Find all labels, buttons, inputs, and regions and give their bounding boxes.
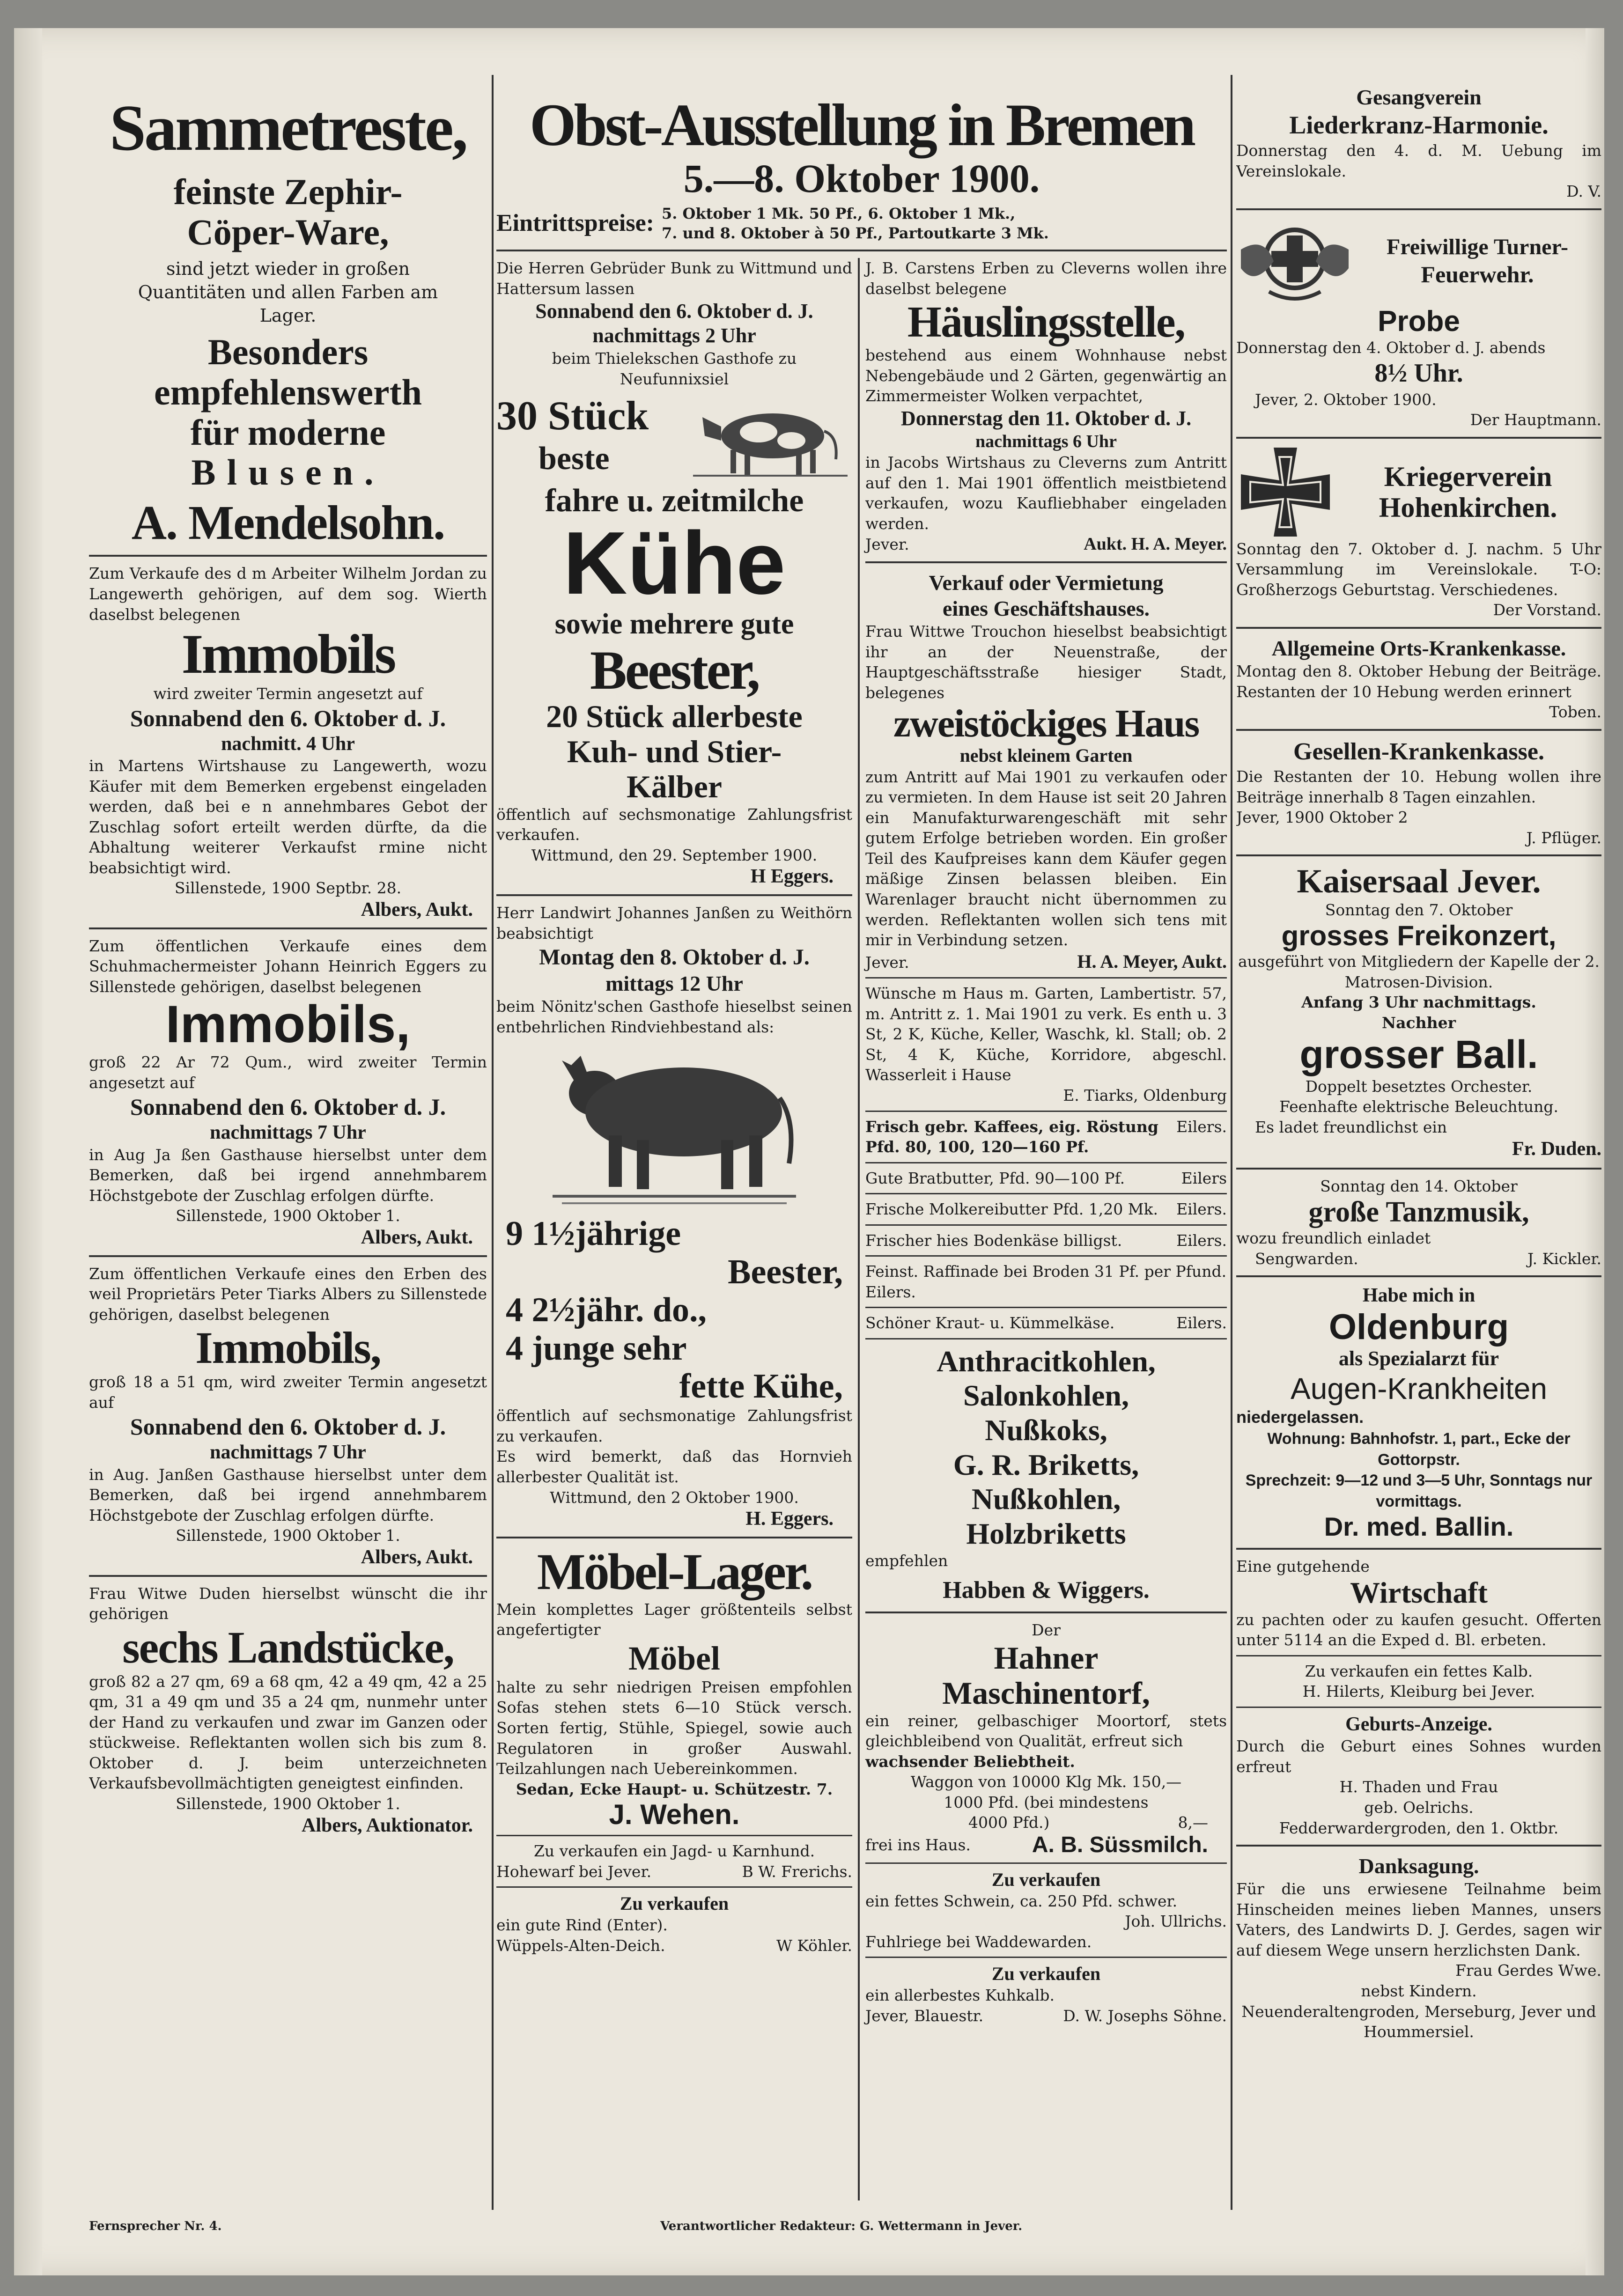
ad-item: 9 1½jährige [506,1214,681,1253]
ad-place: Jever, 2. Oktober 1900. [1255,390,1437,409]
ad-signature: A. B. Süssmilch. [1032,1832,1208,1857]
ad-title: Probe [1378,305,1460,338]
ad-signature: E. Tiarks, Oldenburg [1063,1086,1227,1104]
ad-signature: J. Pflüger. [1526,828,1601,847]
ad-text: wird zweiter Termin angesetzt auf [153,684,423,703]
footer-editor: Verantwortlicher Redakteur: G. Wettermann in Jever. [660,2219,1023,2233]
ad-line: Holzbriketts [966,1516,1126,1550]
ad-price: 8,— [1178,1813,1208,1832]
ad-text: in Jacobs Wirtshaus zu Cleverns zum Antritt auf den 1. Mai 1901 öffentlich meistbietend verkaufen, wozu Kaufliebhaber eingeladen werden. [865,453,1227,533]
ad-gesangverein [1236,84,1601,202]
ad-kaffee [865,1117,1227,1157]
ad-text: bestehend aus einem Wohnhause nebst Nebengebäude und 2 Gärten, gegenwärtig an Zimmermeister Wolken verpachtet, [865,346,1227,405]
subcolumn-rule [858,258,860,2200]
ad-text: in Aug. Janßen Gasthause hierselbst unter dem Bemerken, daß bei irgend annehmbarem Höchstgebote der Zuschlag erfolgen dürfte. [89,1465,487,1524]
ad-signature: H. Hilerts, Kleiburg bei Jever. [1302,1682,1535,1701]
ad-date: Sonnabend den 6. Oktober d. J. [535,299,813,323]
ad-text: Die Restanten der 10. Hebung wollen ihre Beiträge innerhalb 8 Tagen einzahlen. [1236,767,1601,806]
divider [865,1612,1227,1613]
ad-text: Nachher [1381,1013,1456,1032]
ad-text: Herr Landwirt Johannes Janßen zu Weithörn beabsichtigt [496,904,852,942]
ad-signature: Eilers. [865,1282,916,1301]
ad-line: Salonkohlen, [963,1379,1129,1413]
ad-price: 4000 Pfd.) [968,1813,1050,1832]
ad-title: Häuslingsstelle, [907,297,1185,346]
divider [1236,1655,1601,1656]
ad-text: wachsender Beliebtheit. [865,1752,1075,1771]
ad-text: als Spezialarzt für [1338,1347,1499,1370]
divider [865,1862,1227,1864]
ad-maschinentorf [865,1620,1227,1857]
ad-kohlen [865,1344,1227,1605]
divider [865,1111,1227,1112]
ad-name: Frau Gerdes Wwe. [1455,1961,1601,1980]
divider [1236,208,1601,210]
ad-signature: B W. Frerichs. [742,1862,852,1881]
divider [496,1886,852,1888]
divider [1236,1707,1601,1708]
ad-text: Sprechzeit: 9—12 und 3—5 Uhr, Sonntags nur vormittags. [1245,1472,1593,1511]
ad-line: feinste Zephir- [173,171,403,212]
ad-raffinade [865,1261,1227,1302]
ad-text: Wünsche m Haus m. Garten, Lambertistr. 57, m. Antritt z. 1. Mai 1901 zu verk. Es enth u. 3 St, 2 K, Küche, Keller, Waschk, kl. Stall; ob. 2 St, 4 K, Küche, Korridore, abgeschl. Wasserleit i Hause [865,984,1227,1084]
column-left [89,84,487,2200]
ad-item: 4 junge sehr [506,1329,687,1368]
ad-text: Zum öffentlichen Verkaufe eines dem Schuhmachermeister Johann Heinrich Eggers zu Sillenstede gehörigen, daselbst belegenen [89,936,487,996]
ad-word: Möbel [628,1639,720,1677]
ad-name: H. Thaden und Frau [1339,1778,1498,1796]
ad-title: sechs Landstücke, [122,1622,454,1672]
ad-text: ein reiner, gelbaschiger Moortorf, stets gleichbleibend von Qualität, erfreut sich [865,1711,1227,1751]
ad-text: frei ins Haus. [865,1836,971,1854]
ad-date: Sonnabend den 6. Oktober d. J. [130,705,446,731]
ad-kuehe [496,258,852,888]
ad-place: Wittmund, den 2 Oktober 1900. [550,1488,799,1507]
ad-text: Feinst. Raffinade bei Broden 31 Pf. per Pfund. [865,1262,1227,1281]
ad-ortskrankenkasse [1236,635,1601,722]
ad-kriegerverein [1236,445,1601,620]
ad-head: Kaisersaal Jever. [1297,862,1541,900]
ad-title: Maschinentorf, [942,1675,1150,1711]
ad-line: Beester, [590,639,759,701]
ad-molkereibutter [865,1199,1227,1220]
divider [89,555,487,557]
ad-title: grosser Ball. [1299,1032,1538,1077]
ad-place: Neuenderaltengroden, Merseburg, Jever und Hoummersiel. [1241,2002,1596,2041]
divider [865,1307,1227,1308]
ad-title: grosses Freikonzert, [1281,920,1557,951]
ad-title: Sammetreste, [110,92,466,164]
ad-text: Zum Verkaufe des d m Arbeiter Wilhelm Jordan zu Langewerth gehörigen, auf dem sog. Wierth daselbst belegenen [89,564,487,624]
ad-head: Zu verkaufen [620,1893,729,1914]
ad-head: Kriegerverein [1384,461,1552,492]
ad-signature: Habben & Wiggers. [943,1576,1150,1604]
ad-text: J. B. Carstens Erben zu Cleverns wollen ihre daselbst belegene [865,259,1227,298]
ad-text: Donnerstag den 4. d. M. Uebung im Vereinslokale. [1236,141,1601,180]
divider [1236,1548,1601,1550]
ad-title: Immobils, [165,995,411,1054]
divider [496,894,852,896]
divider [865,1957,1227,1958]
ad-text: Es wird bemerkt, daß das Hornvieh allerbester Qualität ist. [496,1447,852,1487]
ad-time: nachmittags 7 Uhr [210,1122,366,1144]
ad-wirtschaft [1236,1556,1601,1650]
ad-place: Jever, Blauestr. [865,2006,984,2025]
ad-immobils-2 [89,936,487,1249]
ad-text: Frau Wittwe Trouchon hieselbst beabsichtigt ihr an der Neuenstraße, der Hauptgeschäftsstraße hiesiger Stadt, belegenes [865,622,1227,702]
ad-place: Wüppels-Alten-Deich. [496,1936,665,1955]
ad-feuerwehr [1236,217,1601,430]
ad-geburtsanzeige [1236,1713,1601,1838]
ad-text: Durch die Geburt eines Sohnes wurden erfreut [1236,1737,1601,1776]
ad-text: Eine gutgehende [1236,1557,1370,1575]
ad-head: Feuerwehr. [1421,261,1534,288]
ad-place: Fuhlriege bei Waddewarden. [865,1932,1092,1951]
divider [89,1255,487,1257]
ad-place: Sillenstede, 1900 Oktober 1. [176,1526,400,1545]
ad-count: 30 Stück [496,393,649,439]
divider [496,1835,852,1836]
ad-text: Die Herren Gebrüder Bunk zu Wittmund und Hattersum lassen [496,259,852,298]
ad-place: Sillenstede, 1900 Oktober 1. [176,1795,400,1813]
ad-signature: Eilers [1181,1169,1227,1187]
ad-geschaeftshaus [865,570,1227,972]
ad-head: eines Geschäftshauses. [942,596,1150,621]
ad-text: beim Nönitz'schen Gasthofe hieselbst seinen entbehrlichen Rindviehbestand als: [496,997,852,1036]
ad-text: zu pachten oder zu kaufen gesucht. Offerten unter 5114 an die Exped d. Bl. erbeten. [1236,1610,1601,1649]
divider [1236,437,1601,439]
ad-time: nachmittags 7 Uhr [210,1442,366,1464]
ad-moebel [496,1545,852,1830]
ad-head: Gesellen-Krankenkasse. [1293,738,1544,765]
ad-title: Obst-Ausstellung in Bremen [529,92,1194,158]
ad-title: Oldenburg [1328,1307,1509,1347]
ad-line: Cöper-Ware, [187,211,389,252]
ad-date: Montag den 8. Oktober d. J. [539,944,810,970]
ad-signature: Albers, Auktionator. [301,1814,473,1836]
column-right [1236,84,1601,2200]
ad-text: Frau Witwe Duden hierselbst wünscht die ihr gehörigen [89,1584,487,1623]
ad-rind [496,1892,852,1956]
ad-date: Donnerstag den 11. Oktober d. J. [900,406,1192,430]
ad-time: mittags 12 Uhr [605,971,743,996]
ad-bratbutter [865,1168,1227,1189]
divider [865,1255,1227,1257]
divider [1236,729,1601,731]
ad-place: Sillenstede, 1900 Oktober 1. [176,1207,400,1225]
ad-kraeuterkaese [865,1313,1227,1333]
ad-landstuecke [89,1583,487,1837]
ad-item: Beester, [728,1252,843,1291]
ad-item: 4 2½jähr. do., [506,1291,707,1330]
ad-signature: H Eggers. [750,866,834,888]
ad-place: Jever. [865,535,909,554]
ad-signature: Joh. Ullrichs. [1125,1912,1227,1931]
ad-text: Sonntag den 14. Oktober [1320,1177,1518,1195]
ad-line: fahre u. zeitmilche [545,483,804,519]
divider [865,1224,1227,1226]
ad-title: zweistöckiges Haus [893,701,1199,745]
ad-text: groß 18 a 51 qm, wird zweiter Termin angesetzt auf [89,1373,487,1412]
ad-text: Mein komplettes Lager größtenteils selbst angefertigter [496,1600,852,1639]
ad-time: nachmittags 2 Uhr [592,324,756,347]
ad-signature: D. V. [1566,182,1601,201]
ad-text: in Martens Wirtshause zu Langewerth, wozu Käufer mit dem Bemerken ergebenst eingeladen werden, daß bei e n annehmbares Gebot der Zuschlag sofort erteilt werden dürfte, da die Abhaltung weiterer Verkaufst rmine nicht beabsichtigt wird. [89,757,487,877]
ad-head: Zu verkaufen [991,1869,1101,1890]
ad-text: Zu verkaufen ein Jagd- u Karnhund. [533,1842,815,1861]
prices-label: Eintrittspreise: [496,210,654,237]
ad-text: in Aug Ja ßen Gasthause hierselbst unter dem Bemerken, daß bei irgend annehmbarem Höchstgebote der Zuschlag erfolgen dürfte. [89,1145,487,1205]
ad-sammetreste [89,94,487,548]
page-footer [89,2219,1601,2243]
ad-text: Habe mich in [1362,1285,1475,1307]
ad-head: Liederkranz-Harmonie. [1289,111,1549,140]
ad-signature: Eilers. [1176,1117,1227,1136]
ad-signature: Eilers. [1176,1314,1227,1332]
ad-date: 5.—8. Oktober 1900. [683,156,1040,201]
ad-text: Wohnung: Bahnhofstr. 1, part., Ecke der Gottorpstr. [1267,1429,1571,1469]
ad-time: 8½ Uhr. [1374,359,1463,388]
newspaper-page [14,28,1604,2275]
ad-signature: Albers, Aukt. [361,898,473,920]
ad-text: öffentlich auf sechsmonatige Zahlungsfrist zu verkaufen. [496,1406,852,1445]
divider [89,1575,487,1577]
ad-subtitle: nebst kleinem Garten [959,744,1133,766]
ad-head: Gesangverein [1356,85,1482,109]
subcolumn-2b [865,258,1227,2200]
ad-text: sind jetzt wieder in großen Quantitäten und allen Farben am Lager. [138,258,438,326]
ad-text: Zu verkaufen ein fettes Kalb. [1305,1662,1533,1680]
divider [1236,627,1601,629]
ad-place: Fedderwardergroden, den 1. Oktbr. [1279,1818,1559,1837]
ad-date: Sonnabend den 6. Oktober d. J. [130,1094,446,1120]
divider [865,1162,1227,1163]
ad-name: geb. Oelrichs. [1364,1798,1474,1817]
ad-price: Waggon von 10000 Klg Mk. 150,— [910,1773,1182,1791]
ad-head: Geburts-Anzeige. [1345,1713,1492,1735]
ad-janssen [496,903,852,1530]
cows-illustration [693,389,848,478]
ad-head: Allgemeine Orts-Krankenkasse. [1271,636,1566,660]
ad-signature: Toben. [1549,703,1601,721]
ad-signature: J. Wehen. [609,1799,740,1831]
ad-line: Blusen. [191,452,385,493]
column-rule [492,75,494,2210]
ad-kaisersaal [1236,863,1601,1161]
ad-line: 20 Stück allerbeste [546,699,803,735]
ad-signature: D. W. Josephs Söhne. [1063,2006,1227,2025]
ad-text: groß 22 Ar 72 Qum., wird zweiter Termin angesetzt auf [89,1053,487,1092]
ad-danksagung [1236,1853,1601,2042]
fire-brigade-emblem-icon [1236,217,1353,306]
ad-kuhkalb [865,1963,1227,2026]
ad-title: Möbel-Lager. [537,1543,812,1601]
ad-place: Sillenstede, 1900 Septbr. 28. [174,879,402,898]
ad-text: Gute Bratbutter, Pfd. 90—100 Pf. [865,1169,1125,1187]
ad-text: Es ladet freundlichst ein [1255,1118,1447,1136]
ad-signature: H. Eggers. [745,1508,834,1530]
ad-time: nachmittags 6 Uhr [975,431,1117,451]
ad-signature: Der Vorstand. [1493,601,1601,619]
ad-line: empfehlenswerth [154,371,422,412]
ad-title: Immobils [181,623,395,685]
ad-text: Montag den 8. Oktober Hebung der Beiträge. Restanten der 10 Hebung werden erinnert [1236,662,1601,701]
ad-immobils-1 [89,563,487,920]
ad-immobils-3 [89,1264,487,1568]
ad-place: Jever, 1900 Oktober 2 [1236,808,1408,827]
ad-gesellenkrankenkasse [1236,737,1601,848]
ad-head: Zu verkaufen [991,1963,1101,1985]
ad-text: Schöner Kraut- u. Kümmelkäse. [865,1314,1115,1332]
divider [1236,1845,1601,1847]
ad-text: Sonntag den 7. Oktober d. J. nachm. 5 Uhr Versammlung im Vereinslokale. T-O: Großherzogs Geburtstag. Verschiedenes. [1236,539,1601,599]
cow-illustration [543,1042,805,1210]
ad-title: Kühe [563,514,786,613]
ad-text: zum Antritt auf Mai 1901 zu verkaufen oder zu vermieten. In dem Hause ist seit 20 Jahren ein Manufakturwarengeschäft mit sehr gutem Erfolge betrieben worden. Ein großer Teil des Kaufpreises kann dem Käufer gegen mäßige Zinsen belassen bleiben. Ein Warenlager braucht nicht übernommen zu werden. Reflektanten wollen sich tens mit mir in Verbindung setzen. [865,767,1227,949]
ad-signature: Dr. med. Ballin. [1324,1512,1514,1542]
ad-title: große Tanzmusik, [1308,1196,1529,1229]
ad-signature: Albers, Aukt. [361,1546,473,1568]
prices-line: 7. und 8. Oktober à 50 Pf., Partoutkarte 3 Mk. [661,224,1049,243]
ad-signature: Der Hauptmann. [1470,411,1601,429]
divider [496,250,1227,251]
ad-signature: Eilers. [1176,1231,1227,1250]
divider [865,1338,1227,1339]
ad-signature: H. A. Meyer, Aukt. [1077,950,1227,972]
ad-text: Für die uns erwiesene Teilnahme beim Hinscheiden meines lieben Mannes, unsers Vaters, des Landwirts D. J. Gerdes, sagen wir auf diesem Wege unsern herzlichsten Dank. [1236,1880,1601,1959]
ad-text: wozu freundlich einladet [1236,1229,1431,1248]
ad-line: sowie mehrere gute [554,608,794,640]
ad-text: Sonntag den 7. Oktober [1325,901,1513,920]
divider [496,1537,852,1538]
ad-place: Jever. [865,953,909,971]
ad-text: Donnerstag den 4. Oktober d. J. abends [1236,338,1546,357]
ad-line: Kälber [627,769,722,805]
ad-line: Nußkoks, [985,1413,1107,1447]
ad-text: Doppelt besetztes Orchester. [1305,1077,1533,1096]
ad-text: Frisch gebr. Kaffees, eig. Röstung Pfd. 80, 100, 120—160 Pf. [865,1117,1159,1156]
divider [865,977,1227,979]
ad-price: 1000 Pfd. (bei mindestens [944,1793,1149,1811]
ad-text: ein allerbestes Kuhkalb. [865,1986,1055,2005]
divider [1236,1275,1601,1277]
ad-title: Immobils, [195,1323,381,1373]
ad-line: Der [1032,1621,1061,1640]
ad-text: ein gute Rind (Enter). [496,1916,668,1935]
ad-line: beste [539,441,610,477]
subcolumn-2a [496,258,852,2200]
ad-title: Wirtschaft [1350,1576,1488,1610]
ad-text: Anfang 3 Uhr nachmittags. [1301,993,1536,1012]
ad-line: Anthracitkohlen, [937,1344,1156,1378]
ad-signature: J. Kickler. [1527,1249,1601,1268]
ad-text: Frische Molkereibutter Pfd. 1,20 Mk. [865,1200,1158,1219]
ad-text: empfehlen [865,1552,948,1570]
divider [865,561,1227,563]
ad-ballin [1236,1284,1601,1541]
ad-head: Hohenkirchen. [1379,492,1557,523]
divider [865,1193,1227,1194]
ad-text: halte zu sehr niedrigen Preisen empfohlen Sofas stehen stets 6—10 Stück versch. Sorten fertig, Stühle, Spiegel, sowie auch Regulatoren in großer Auswahl. Teilzahlungen nach Uebereinkommen. [496,1678,852,1778]
ad-text: Frischer hies Bodenkäse billigst. [865,1231,1122,1250]
ad-tanzmusik [1236,1176,1601,1269]
binding-gutter [14,28,42,2275]
ad-text: niedergelassen. [1236,1407,1364,1427]
divider [1236,1168,1601,1170]
ad-text: Feenhafte elektrische Beleuchtung. [1279,1097,1558,1116]
ad-name: nebst Kindern. [1361,1981,1477,2000]
column-rule [1231,75,1232,2210]
ad-text: ausgeführt von Mitgliedern der Kapelle der 2. Matrosen-Division. [1238,952,1600,991]
ad-line: Kuh- und Stier- [567,734,782,770]
ad-item: fette Kühe, [679,1367,843,1406]
divider [89,927,487,929]
ad-signature: Albers, Aukt. [361,1226,473,1248]
ad-line: Besonders [207,331,369,373]
ad-text: Zum öffentlichen Verkaufe eines den Erben des weil Proprietärs Peter Tiarks Albers zu Sillenstede gehörigen, daselbst belegenen [89,1264,487,1324]
column-middle [496,84,1227,2200]
ad-address: Sedan, Ecke Haupt- u. Schützestr. 7. [516,1780,833,1798]
ad-signature: A. Mendelsohn. [131,496,445,550]
ad-jagdhund [496,1841,852,1882]
ad-text: öffentlich auf sechsmonatige Zahlungsfrist verkaufen. [496,805,852,844]
ad-bodenkaese [865,1230,1227,1251]
ad-date: Sonnabend den 6. Oktober d. J. [130,1413,446,1440]
ad-text: ein fettes Schwein, ca. 250 Pfd. schwer. [865,1891,1178,1910]
prices-line: 5. Oktober 1 Mk. 50 Pf., 6. Oktober 1 Mk., [661,204,1016,222]
ad-signature: W Köhler. [776,1936,852,1955]
ad-title: Augen-Krankheiten [1291,1372,1547,1406]
ad-fettes-kalb [1236,1661,1601,1702]
iron-cross-icon [1236,445,1335,539]
ad-place: beim Thielekschen Gasthofe zu Neufunnixsiel [552,349,797,388]
ad-head: Verkauf oder Vermietung [929,571,1164,595]
ad-head: Danksagung. [1358,1854,1479,1878]
ad-place: Hohewarf bei Jever. [496,1862,652,1881]
footer-phone: Fernsprecher Nr. 4. [89,2219,222,2233]
ad-obst-ausstellung [496,94,1227,243]
ad-place: Sengwarden. [1255,1249,1358,1268]
ad-line: Nußkohlen, [971,1482,1121,1516]
ad-text: groß 82 a 27 qm, 69 a 68 qm, 42 a 49 qm, 42 a 25 qm, 31 a 49 qm und 35 a 24 qm, nunmehr unter der Hand zu verkaufen und zwar im Ganzen oder stückweise. Reflektanten wollen sich bis zum 8. Oktober d. J. beim unterzeichneten Verkaufsbevollmächtigten geneigtest einfinden. [89,1672,487,1793]
ad-head: Freiwillige Turner- [1387,234,1568,259]
ad-signature: Aukt. H. A. Meyer. [1084,534,1227,554]
ad-time: nachmitt. 4 Uhr [221,733,355,755]
ad-schwein [865,1869,1227,1952]
ad-title: Hahner [994,1640,1099,1676]
ad-wohnhaus [865,983,1227,1105]
ad-line: für moderne [190,412,386,453]
ad-signature: Eilers. [1176,1200,1227,1219]
ad-signature: Fr. Duden. [1512,1138,1601,1160]
ad-place: Wittmund, den 29. September 1900. [531,846,818,864]
divider [1236,854,1601,856]
ad-haeuslingsstelle [865,258,1227,555]
ad-line: G. R. Briketts, [953,1448,1139,1481]
